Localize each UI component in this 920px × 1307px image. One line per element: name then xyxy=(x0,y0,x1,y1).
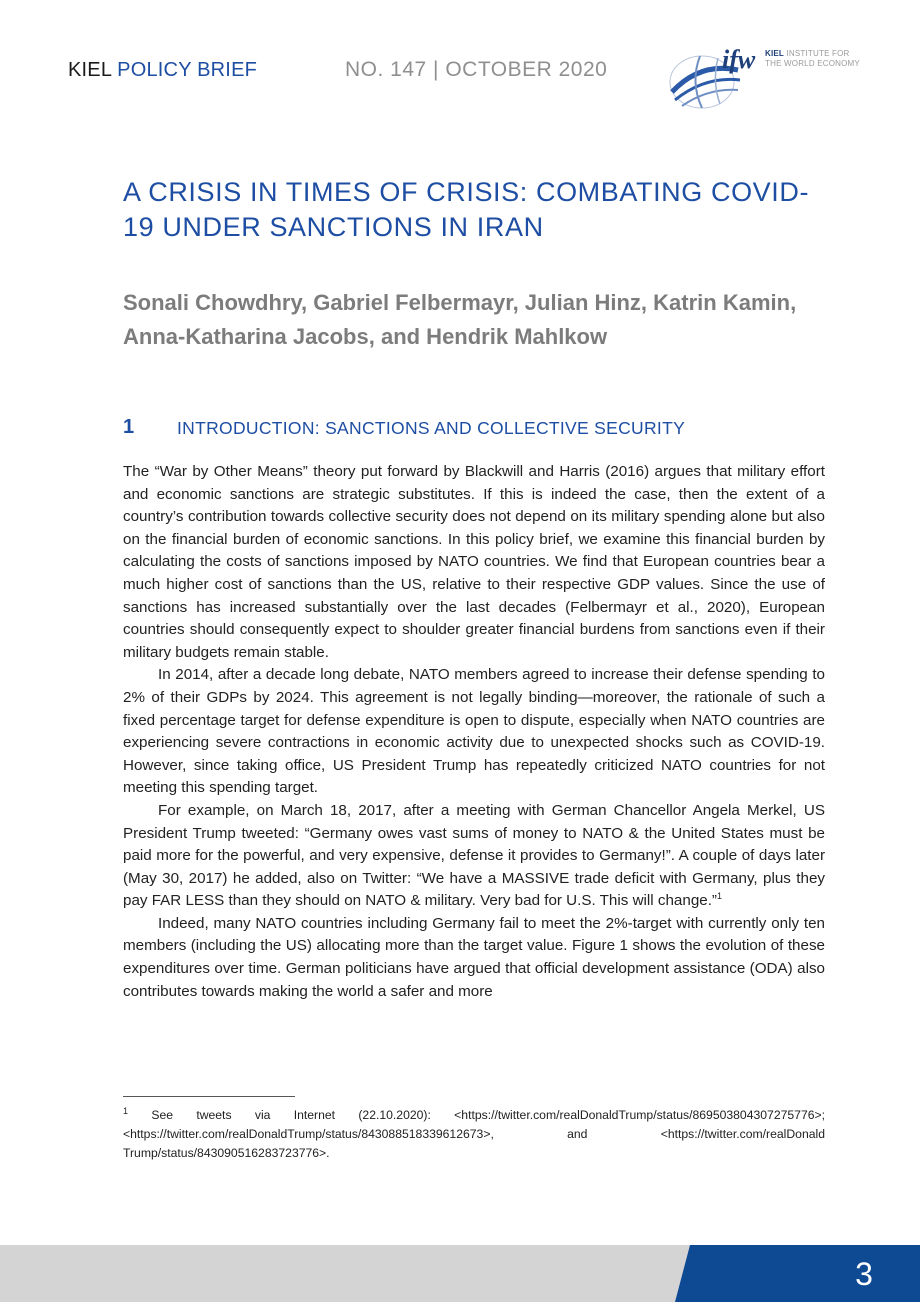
paragraph-2: In 2014, after a decade long debate, NATO members agreed to increase their defense spending to 2% of their GDPs by 2024. This agreement is not legally binding—moreover, the rationale of such a fixed percentage target for defense expenditure is open to dispute, especially when NATO countries are experiencing severe contractions in economic activity due to unexpected shocks such as COVID-19. However, since taking office, US President Trump has repeatedly criticized NATO countries for not meeting this spending target. xyxy=(123,666,825,797)
section-title: INTRODUCTION: SANCTIONS AND COLLECTIVE SECURITY xyxy=(177,418,686,438)
footnote-marker: 1 xyxy=(123,1105,129,1116)
brand-policy-brief: POLICY BRIEF xyxy=(117,59,258,81)
page-footer xyxy=(0,1245,920,1302)
section-heading xyxy=(123,416,823,442)
issue-number: NO. 147 | OCTOBER 2020 xyxy=(345,58,608,81)
logo-kiel: KIEL xyxy=(765,49,785,58)
paragraph-3-text: For example, on March 18, 2017, after a meeting with German Chancellor Angela Merkel, US President Trump tweeted: “Germany owes vast sums of money to NATO & the United States must be paid more for the powerful, and very expensive, defense it provides to Germany!”. A couple of days later (May 30, 2017) he added, also on Twitter: “We have a MASSIVE trade deficit with Germany, plus they pay FAR LESS than they should on NATO & military. Very bad for U.S. This will change.” xyxy=(123,801,825,910)
logo-mark: ifw xyxy=(722,45,756,74)
footnote-divider xyxy=(123,1096,295,1097)
globe-icon xyxy=(660,42,765,112)
footer-band xyxy=(0,1245,920,1302)
page-header xyxy=(0,0,920,120)
logo-line-2: THE WORLD ECONOMY xyxy=(765,59,860,68)
logo-line-1: INSTITUTE FOR xyxy=(786,49,850,58)
brand-kiel: KIEL xyxy=(68,59,113,81)
logo-text xyxy=(765,49,860,69)
paragraph-4: Indeed, many NATO countries including Germany fail to meet the 2%-target with currently only ten members (including the US) allocating more than the target value. Figure 1 shows the evolution of these expenditures over time. German politicians have argued that official development assistance (ODA) also contributes towards making the world a safer and more xyxy=(123,914,825,1000)
brief-title: A CRISIS IN TIMES OF CRISIS: COMBATING COVID-19 UNDER SANCTIONS IN IRAN xyxy=(123,177,810,242)
authors: Sonali Chowdhry, Gabriel Felbermayr, Julian Hinz, Katrin Kamin, Anna-Katharina Jacobs, and Hendrik Mahlkow xyxy=(123,290,797,349)
paragraph-3 xyxy=(123,800,825,913)
page-number: 3 xyxy=(855,1256,873,1292)
publication-brand xyxy=(68,59,257,82)
body-text xyxy=(123,461,825,1003)
section-number: 1 xyxy=(123,416,135,438)
footnote-text: See tweets via Internet (22.10.2020): <https://twitter.com/realDonaldTrump/status/869503804307275776>; <https://twitter.com/realDonaldTrump/status/843088518339612673>, and <https://twitter.com/realDonald Trump/status/843090516283723776>. xyxy=(123,1108,825,1160)
footnote xyxy=(123,1106,825,1163)
ifw-logo xyxy=(660,42,875,112)
paragraph-1: The “War by Other Means” theory put forward by Blackwill and Harris (2016) argues that military effort and economic sanctions are strategic substitutes. If this is indeed the case, then the extent of a country’s contribution towards collective security does not depend on its military spending alone but also on the financial burden of economic sanctions. In this policy brief, we examine this financial burden by calculating the costs of sanctions imposed by NATO countries. We find that European countries bear a much higher cost of sanctions than the US, relative to their respective GDP values. Since the use of sanctions has increased substantially over the last decades (Felbermayr et al., 2020), European countries should consequently expect to shoulder greater financial burdens from sanctions even if their military budgets remain stable. xyxy=(123,463,825,661)
footnote-ref: 1 xyxy=(717,891,723,902)
